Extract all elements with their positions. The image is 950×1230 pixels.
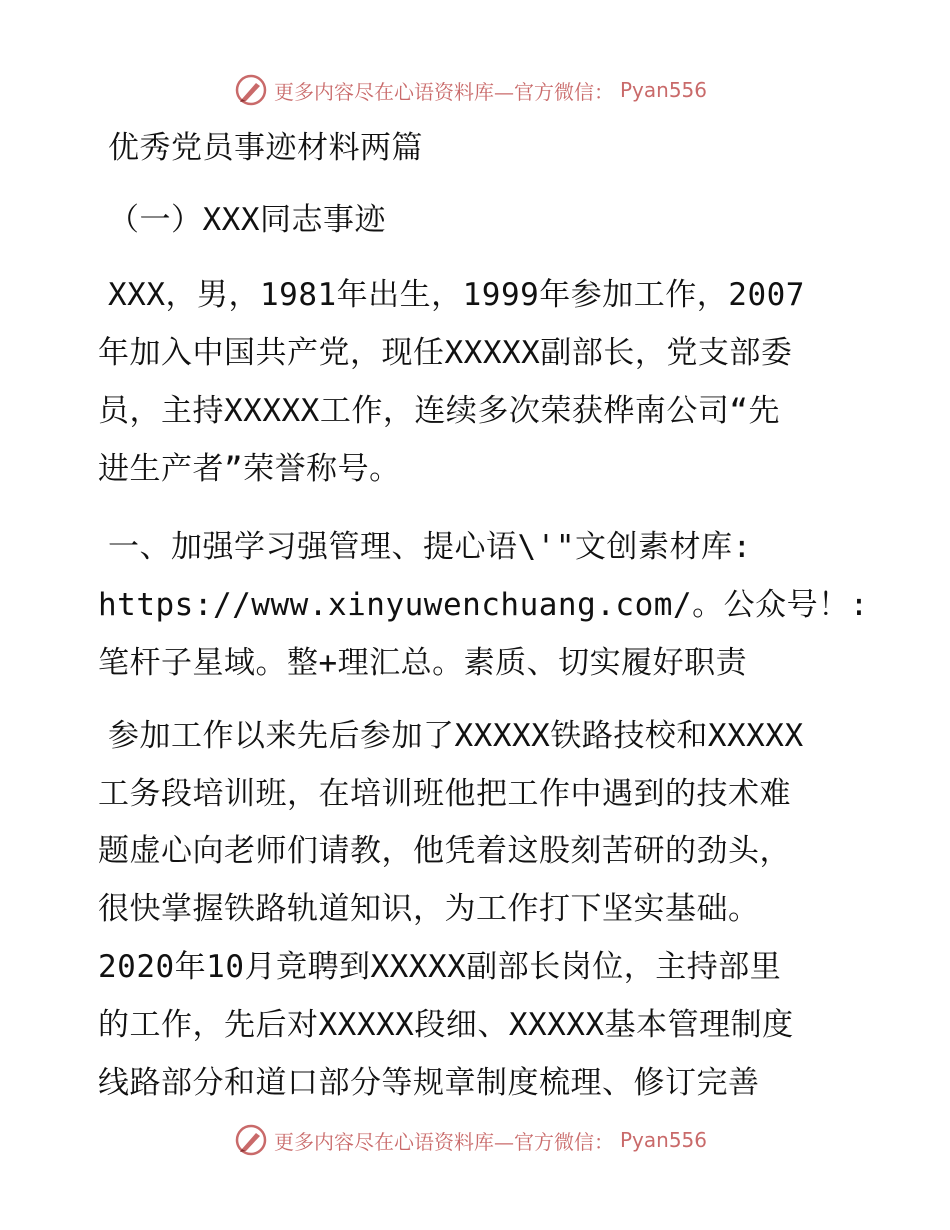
section-heading: （一）XXX同志事迹 bbox=[108, 202, 386, 238]
document-title: 优秀党员事迹材料两篇 bbox=[108, 130, 423, 166]
watermark-wechat-id: Pyan556 bbox=[620, 78, 708, 102]
footer-watermark bbox=[234, 1120, 707, 1160]
body-line: 很快掌握铁路轨道知识，为工作打下坚实基础。 bbox=[98, 891, 760, 927]
intro-line: 年加入中国共产党，现任XXXXX副部长，党支部委 bbox=[98, 335, 793, 371]
pen-logo-icon bbox=[234, 73, 268, 107]
pen-logo-icon bbox=[234, 1123, 268, 1157]
body-line: 2020年10月竞聘到XXXXX副部长岗位，主持部里 bbox=[98, 949, 782, 985]
watermark-text: 更多内容尽在心语资料库—官方微信： bbox=[274, 1129, 614, 1154]
intro-line: 员，主持XXXXX工作，连续多次荣获桦南公司“先 bbox=[98, 393, 780, 429]
body-line: 参加工作以来先后参加了XXXXX铁路技校和XXXXX bbox=[108, 718, 804, 754]
header-watermark bbox=[234, 70, 707, 110]
part1-heading-line: 一、加强学习强管理、提心语\'"文创素材库: bbox=[108, 529, 752, 565]
part1-line: 笔杆子星域。整+理汇总。素质、切实履好职责 bbox=[98, 645, 748, 681]
body-line: 工务段培训班，在培训班他把工作中遇到的技术难 bbox=[98, 776, 791, 812]
watermark-text: 更多内容尽在心语资料库—官方微信： bbox=[274, 79, 614, 104]
intro-line: 进生产者”荣誉称号。 bbox=[98, 451, 401, 487]
intro-line: XXX，男，1981年出生，1999年参加工作，2007 bbox=[108, 277, 805, 313]
body-line: 题虚心向老师们请教，他凭着这股刻苦研的劲头， bbox=[98, 833, 791, 869]
body-line: 线路部分和道口部分等规章制度梳理、修订完善 bbox=[98, 1065, 760, 1101]
body-line: 的工作，先后对XXXXX段细、XXXXX基本管理制度 bbox=[98, 1007, 794, 1043]
part1-line: https://www.xinyuwenchuang.com/。公众号！: bbox=[98, 587, 869, 623]
watermark-wechat-id: Pyan556 bbox=[620, 1128, 708, 1152]
